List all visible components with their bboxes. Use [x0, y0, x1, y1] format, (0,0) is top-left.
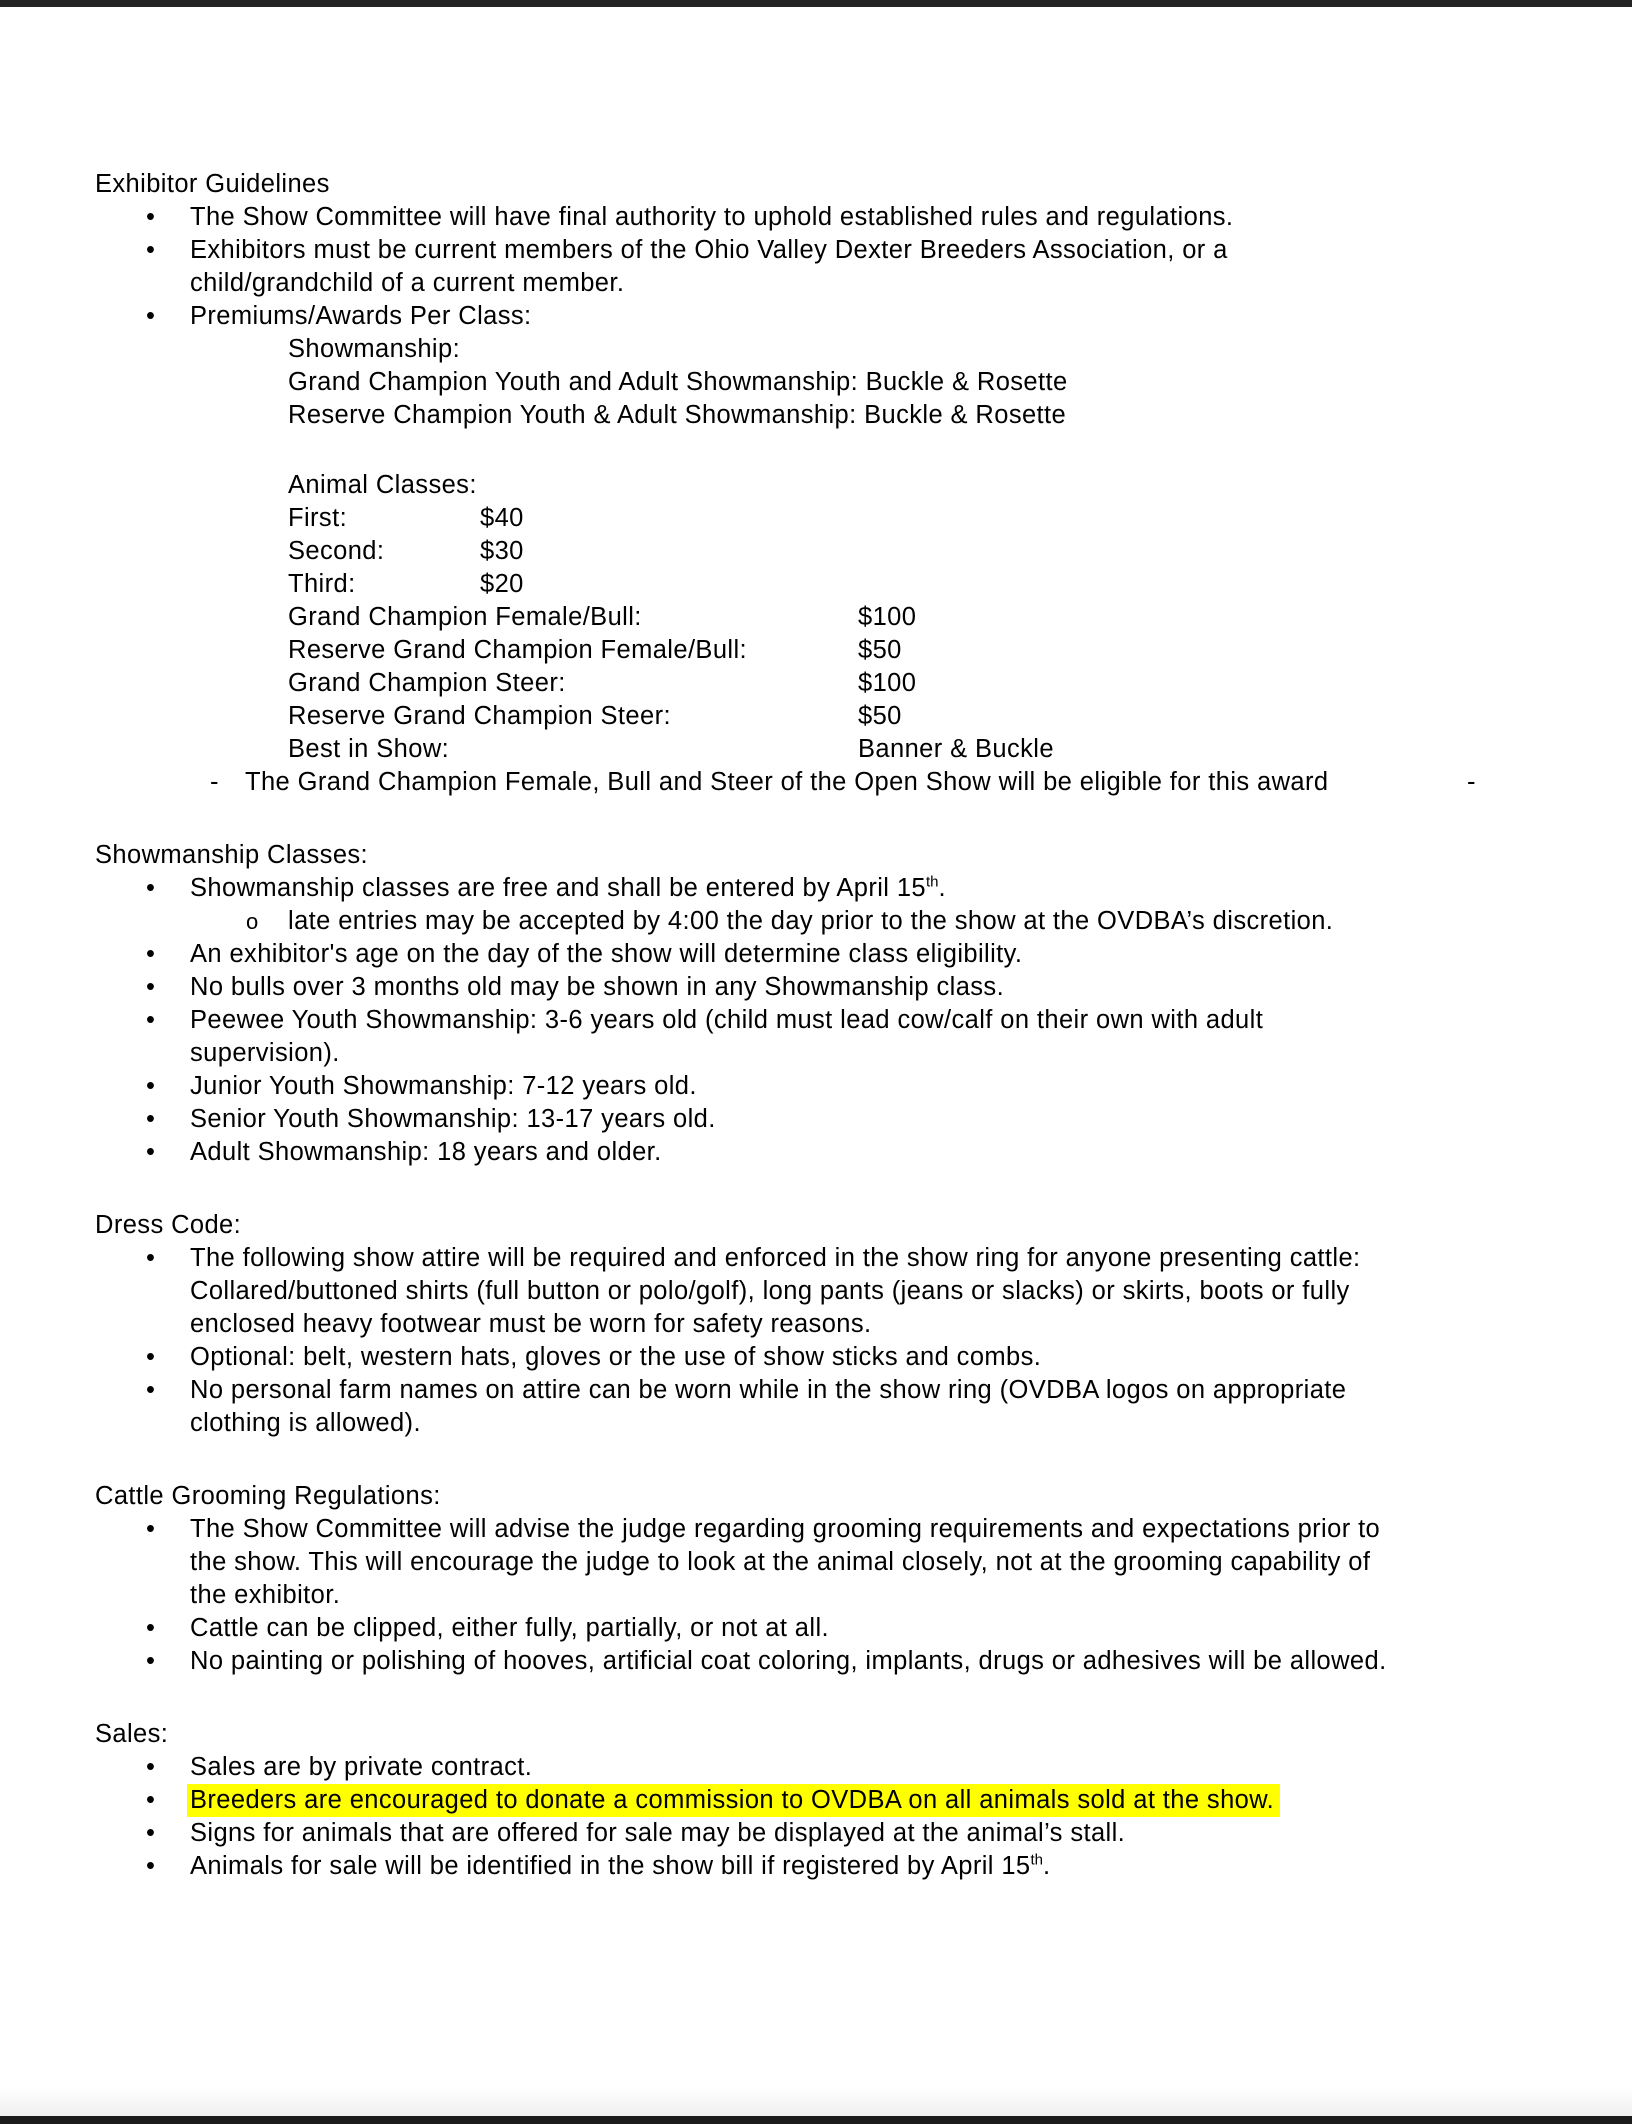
doc-line [0, 1579, 1632, 1612]
doc-line [0, 568, 1632, 601]
bullet-dot-marker: • [146, 1515, 156, 1543]
premium-value: $50 [858, 702, 902, 730]
doc-line [0, 1850, 1632, 1883]
text-part: Animals for sale will be identified in the show bill if registered by April 15 [190, 1852, 1031, 1880]
superscript-ordinal: th [1030, 1851, 1044, 1869]
line-text [190, 1852, 1051, 1880]
dash-marker: - [210, 768, 219, 796]
bullet-dot-marker: • [146, 203, 156, 231]
line-text: Sales are by private contract. [190, 1753, 533, 1781]
line-text: Optional: belt, western hats, gloves or the use of show sticks and combs. [190, 1343, 1042, 1371]
doc-line [0, 1242, 1632, 1275]
doc-line [0, 469, 1632, 502]
section-exhibitor-guidelines [0, 168, 1632, 799]
doc-line [0, 1645, 1632, 1678]
bullet-dot-marker: • [146, 1244, 156, 1272]
line-text: Senior Youth Showmanship: 13-17 years old. [190, 1105, 716, 1133]
line-text: Collared/buttoned shirts (full button or polo/golf), long pants (jeans or slacks) or skirts, boots or fully [190, 1277, 1350, 1305]
circle-bullet-marker: o [246, 909, 259, 934]
line-text: Premiums/Awards Per Class: [190, 302, 532, 330]
bullet-dot-marker: • [146, 940, 156, 968]
premium-label: Reserve Grand Champion Female/Bull: [288, 636, 748, 664]
bullet-dot-marker: • [146, 1647, 156, 1675]
doc-line [0, 366, 1632, 399]
highlighted-text: Breeders are encouraged to donate a commission to OVDBA on all animals sold at the show. [187, 1784, 1280, 1817]
premium-value: $20 [480, 570, 524, 598]
premium-value: $50 [858, 636, 902, 664]
doc-line [0, 399, 1632, 432]
section-heading [0, 839, 1632, 872]
line-text: The following show attire will be required and enforced in the show ring for anyone presenting cattle: [190, 1244, 1361, 1272]
line-text: Showmanship Classes: [95, 841, 369, 869]
premium-value: $100 [858, 669, 917, 697]
doc-line [0, 1817, 1632, 1850]
line-text: The Grand Champion Female, Bull and Steer of the Open Show will be eligible for this award [245, 768, 1329, 796]
bullet-dot-marker: • [146, 1138, 156, 1166]
doc-line [0, 766, 1632, 799]
bullet-dot-marker: • [146, 1343, 156, 1371]
line-text: Cattle Grooming Regulations: [95, 1482, 441, 1510]
bullet-dot-marker: • [146, 973, 156, 1001]
premium-value: $100 [858, 603, 917, 631]
doc-line [0, 1341, 1632, 1374]
line-text: Junior Youth Showmanship: 7-12 years old. [190, 1072, 697, 1100]
bullet-dot-marker: • [146, 1852, 156, 1880]
line-text: Reserve Champion Youth & Adult Showmanship: Buckle & Rosette [288, 401, 1067, 429]
page-content [0, 168, 1632, 1883]
doc-line [0, 971, 1632, 1004]
bullet-dot-marker: • [146, 236, 156, 264]
bullet-dot-marker: • [146, 1376, 156, 1404]
doc-line [0, 1407, 1632, 1440]
doc-line [0, 1374, 1632, 1407]
bullet-dot-marker: • [146, 1614, 156, 1642]
line-text: Signs for animals that are offered for sale may be displayed at the animal’s stall. [190, 1819, 1126, 1847]
premium-label: Reserve Grand Champion Steer: [288, 702, 671, 730]
section-dress-code [0, 1209, 1632, 1440]
doc-line [0, 535, 1632, 568]
line-text: Peewee Youth Showmanship: 3-6 years old (child must lead cow/calf on their own with adult [190, 1006, 1264, 1034]
doc-line [0, 905, 1632, 938]
line-text: Grand Champion Youth and Adult Showmanship: Buckle & Rosette [288, 368, 1068, 396]
line-text: child/grandchild of a current member. [190, 269, 625, 297]
doc-line [0, 733, 1632, 766]
doc-line [0, 333, 1632, 366]
bullet-dot-marker: • [146, 1105, 156, 1133]
premium-label: Grand Champion Female/Bull: [288, 603, 642, 631]
doc-line [0, 1784, 1632, 1817]
line-text: Cattle can be clipped, either fully, partially, or not at all. [190, 1614, 830, 1642]
line-text: late entries may be accepted by 4:00 the day prior to the show at the OVDBA’s discretion. [288, 907, 1334, 935]
line-text: Exhibitor Guidelines [95, 170, 330, 198]
line-text: the exhibitor. [190, 1581, 341, 1609]
premium-label: Second: [288, 537, 385, 565]
top-border-bar [0, 0, 1632, 7]
premium-value: $40 [480, 504, 524, 532]
doc-line [0, 1275, 1632, 1308]
doc-line [0, 1004, 1632, 1037]
line-text: supervision). [190, 1039, 340, 1067]
bullet-dot-marker: • [146, 1072, 156, 1100]
line-text: enclosed heavy footwear must be worn for safety reasons. [190, 1310, 872, 1338]
doc-line [0, 267, 1632, 300]
doc-line [0, 872, 1632, 905]
line-text: No painting or polishing of hooves, artificial coat coloring, implants, drugs or adhesives will be allowed. [190, 1647, 1387, 1675]
section-heading [0, 168, 1632, 201]
bullet-dot-marker: • [146, 1006, 156, 1034]
bullet-dot-marker: • [146, 302, 156, 330]
line-text: No personal farm names on attire can be worn while in the show ring (OVDBA logos on appropriate [190, 1376, 1347, 1404]
line-text: Showmanship: [288, 335, 461, 363]
bottom-border-bar [0, 2116, 1632, 2124]
text-part: Showmanship classes are free and shall be entered by April 15 [190, 874, 926, 902]
section-showmanship-classes [0, 839, 1632, 1169]
doc-line [0, 1070, 1632, 1103]
premium-label: Best in Show: [288, 735, 450, 763]
doc-line [0, 1513, 1632, 1546]
doc-line [0, 938, 1632, 971]
line-text: Sales: [95, 1720, 169, 1748]
doc-line [0, 201, 1632, 234]
premium-label: Third: [288, 570, 356, 598]
section-cattle-grooming-regulations [0, 1480, 1632, 1678]
doc-line [0, 300, 1632, 333]
doc-line [0, 700, 1632, 733]
trailing-dash: - [1467, 768, 1476, 796]
page-bottom-shade [0, 2086, 1632, 2116]
line-text: Dress Code: [95, 1211, 242, 1239]
premium-value: $30 [480, 537, 524, 565]
line-text: clothing is allowed). [190, 1409, 421, 1437]
doc-line [0, 1103, 1632, 1136]
doc-line [0, 667, 1632, 700]
doc-line [0, 1136, 1632, 1169]
doc-line [0, 1308, 1632, 1341]
doc-line [0, 1037, 1632, 1070]
section-heading [0, 1209, 1632, 1242]
bullet-dot-marker: • [146, 1753, 156, 1781]
premium-label: First: [288, 504, 348, 532]
line-text: The Show Committee will have final authority to uphold established rules and regulations. [190, 203, 1234, 231]
bullet-dot-marker: • [146, 874, 156, 902]
line-text [190, 874, 946, 902]
line-text: The Show Committee will advise the judge regarding grooming requirements and expectations prior to [190, 1515, 1381, 1543]
bullet-dot-marker: • [146, 1819, 156, 1847]
section-heading [0, 1718, 1632, 1751]
line-text: the show. This will encourage the judge to look at the animal closely, not at the grooming capability of [190, 1548, 1371, 1576]
line-text: An exhibitor's age on the day of the show will determine class eligibility. [190, 940, 1023, 968]
doc-line [0, 502, 1632, 535]
section-sales [0, 1718, 1632, 1883]
doc-line [0, 1612, 1632, 1645]
doc-line [0, 1751, 1632, 1784]
text-part: . [938, 874, 946, 902]
premium-value: Banner & Buckle [858, 735, 1054, 763]
line-text: Exhibitors must be current members of the Ohio Valley Dexter Breeders Association, or a [190, 236, 1228, 264]
doc-line [0, 234, 1632, 267]
premium-label: Grand Champion Steer: [288, 669, 566, 697]
bullet-dot-marker: • [146, 1786, 156, 1814]
superscript-ordinal: th [925, 873, 939, 891]
doc-line [0, 601, 1632, 634]
line-text: Adult Showmanship: 18 years and older. [190, 1138, 662, 1166]
line-text: No bulls over 3 months old may be shown in any Showmanship class. [190, 973, 1005, 1001]
line-text: Animal Classes: [288, 471, 477, 499]
text-part: . [1043, 1852, 1051, 1880]
doc-line [0, 1546, 1632, 1579]
blank-line [0, 432, 1632, 469]
doc-line [0, 634, 1632, 667]
section-heading [0, 1480, 1632, 1513]
